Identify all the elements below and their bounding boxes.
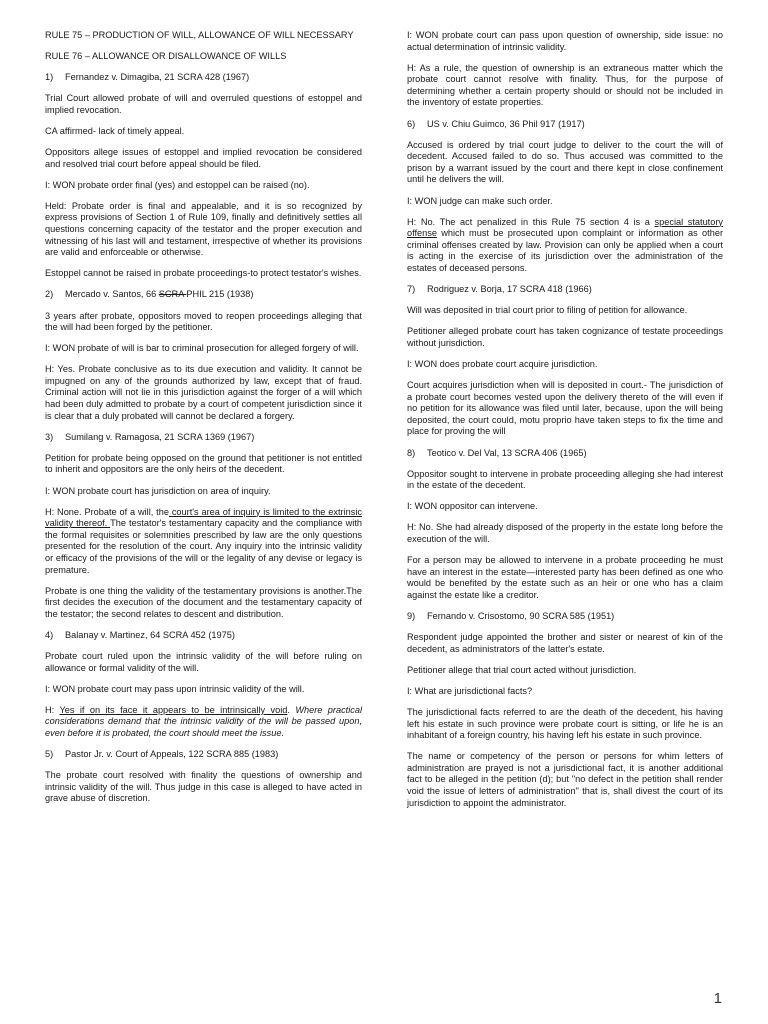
- case-title: Fernandez v. Dimagiba, 21 SCRA 428 (1967): [65, 72, 250, 83]
- case-9-issue: I: What are jurisdictional facts?: [407, 685, 533, 696]
- case-title-part: PHIL 215 (1938): [186, 289, 254, 300]
- case-2-held: H: Yes. Probate conclusive as to its due execution and validity. It cannot be impugned on any of the grounds authorized by law, except that of fraud. Criminal action will not lie in this jurisdiction against the forger of a will which had been duly admitted to probate by a court of competent jurisdiction since it is clear that a duly probated will cannot be declared a forgery.: [45, 364, 362, 421]
- case-4-issue: I: WON probate court may pass upon intrinsic validity of the will.: [45, 683, 305, 694]
- case-title: Balanay v. Martinez, 64 SCRA 452 (1975): [65, 629, 235, 640]
- case-number: 2): [45, 289, 54, 300]
- held-text: .: [287, 704, 296, 715]
- case-5-issue: I: WON probate court can pass upon question of ownership, side issue: no actual determination of intrinsic validity.: [407, 30, 723, 52]
- rule-76-heading: RULE 76 – ALLOWANCE OR DISALLOWANCE OF WILLS: [45, 51, 287, 62]
- case-8-held: H: No. She had already disposed of the property in the estate long before the execution of the will.: [407, 522, 723, 544]
- right-column: [407, 30, 723, 819]
- held-text: which must be prosecuted upon complaint or information as other criminal offenses created by law. Provision can only be applied when a court is acting in the exercise of its jurisdiction over the administration of the estates of deceased persons.: [407, 228, 723, 273]
- held-text: H: None. Probate of a will, the: [45, 506, 169, 517]
- case-3-note: Probate is one thing the validity of the testamentary provisions is another.The first decides the execution of the document and the testamentary capacity of the testator; the second relates to descent and distribution.: [45, 585, 362, 619]
- case-5-facts: The probate court resolved with finality the questions of ownership and intrinsic validity of the will. Thus judge in this case is alleged to have acted in grave abuse of discretion.: [45, 770, 362, 804]
- case-6-issue: I: WON judge can make such order.: [407, 195, 553, 206]
- case-1-held: Held: Probate order is final and appealable, and it is so recognized by express provisions of Section 1 of Rule 109, finally and definitively settles all questions concerning capacity of the testator and the proper execution and witnessing of his last will and testament, irrespective of whether its provisions are valid and enforceable or otherwise.: [45, 200, 362, 258]
- case-2-heading: [45, 289, 362, 301]
- case-9-held: The jurisdictional facts referred to are the death of the decedent, his having left his estate in such province were probate court is sitting, or life he is an inhabitant of a foreign country, his having left his estate in such province.: [407, 706, 723, 741]
- case-6-held: [407, 217, 723, 275]
- case-9-petitioner: Petitioner allege that trial court acted without jurisdiction.: [407, 664, 637, 675]
- case-2-issue: I: WON probate of will is bar to criminal prosecution for alleged forgery of will.: [45, 343, 359, 354]
- held-text: The testator's testamentary capacity and the compliance with the formal requisites or solemnities prescribed by law are the only questions presented for the resolution of the court. Any inquiry into the intrinsic validity or efficacy of the provisions of the will or the legality of any devise or legacy is premature.: [45, 518, 362, 575]
- case-1-oppositors: Oppositors allege issues of estoppel and implied revocation be considered and resolved trial court before appeal should be filed.: [45, 147, 362, 169]
- case-8-facts: Oppositor sought to intervene in probate proceeding alleging she had interest in the estate of the decedent.: [407, 468, 723, 491]
- case-number: 8): [407, 447, 416, 458]
- case-1-estoppel: Estoppel cannot be raised in probate proceedings-to protect testator's wishes.: [45, 268, 362, 279]
- case-2-facts: 3 years after probate, oppositors moved to reopen proceedings alleging that the will had been forged by the petitioner.: [45, 310, 362, 333]
- case-number: 6): [407, 118, 416, 129]
- case-number: 7): [407, 284, 416, 295]
- case-7-heading: [407, 284, 723, 296]
- left-column: [45, 30, 362, 815]
- italic-text: Where practical considerations demand that the intrinsic validity of the will be passed upon, even before it is probated, the court should meet the issue.: [45, 704, 363, 739]
- case-7-issue: I: WON does probate court acquire jurisdiction.: [407, 358, 598, 369]
- underlined-text: court's area of inquiry is limited to the extrinsic validity thereof.: [45, 506, 362, 529]
- case-number: 1): [45, 72, 54, 83]
- held-text: H: No. The act penalized in this Rule 75 section 4 is a: [407, 216, 655, 227]
- case-4-held: [45, 705, 362, 740]
- case-7-facts: Will was deposited in trial court prior to filing of petition for allowance.: [407, 305, 688, 316]
- underlined-text: special statutory offense: [407, 216, 723, 239]
- case-8-note: For a person may be allowed to intervene in a probate proceeding he must have an interest in the estate—interested party has been defined as one who would be benefited by the estate such as an heir or one who has a claim against the estate like a creditor.: [407, 555, 723, 600]
- case-7-held: Court acquires jurisdiction when will is deposited in court.- The jurisdiction of a probate court becomes vested upon the delivery thereto of the will even if no petition for its allowance was filed until later, because, upon the will being deposited, the court could, motu proprio have taken steps to fix the time and place for proving the will: [407, 380, 723, 437]
- case-8-heading: [407, 448, 723, 460]
- underlined-text: Yes if on its face it appears to be intrinsically void: [59, 704, 288, 715]
- case-8-issue: I: WON oppositor can intervene.: [407, 501, 538, 512]
- case-number: 4): [45, 629, 54, 640]
- rule-75-heading: RULE 75 – PRODUCTION OF WILL, ALLOWANCE OF WILL NECESSARY: [45, 30, 354, 40]
- case-number: 9): [407, 610, 416, 621]
- case-1-ca-note: CA affirmed- lack of timely appeal.: [45, 125, 185, 136]
- case-1-facts: Trial Court allowed probate of will and overruled questions of estoppel and implied revocation.: [45, 93, 362, 115]
- case-6-facts: Accused is ordered by trial court judge to deliver to the court the will of decedent. Accused failed to do so. Thus accused was committed to the prison by a warrant issued by the court and there kept in close confinement until he delivers the will.: [407, 139, 723, 185]
- case-number: 3): [45, 431, 54, 442]
- case-3-held: [45, 507, 362, 577]
- case-9-note: The name or competency of the person or persons for whim letters of administration are prayed is not a jurisdictional fact, it is another additional fact to be alleged in the petition (d); but "no defect in the petition shall render void the issue of letters of administration" that is, shall divest the court of its jurisdiction to appoint the administrator.: [407, 751, 723, 808]
- case-title-part: Mercado v. Santos, 66: [65, 289, 159, 300]
- case-1-issue: I: WON probate order final (yes) and estoppel can be raised (no).: [45, 179, 310, 190]
- case-6-heading: [407, 119, 723, 131]
- case-3-facts: Petition for probate being opposed on the ground that petitioner is not entitled to inherit and oppositors are the only heirs of the decedent.: [45, 452, 362, 475]
- case-number: 5): [45, 749, 54, 760]
- case-title: Pastor Jr. v. Court of Appeals, 122 SCRA 885 (1983): [65, 749, 279, 760]
- held-text: H:: [45, 704, 60, 715]
- case-5-held: H: As a rule, the question of ownership is an extraneous matter which the probate court cannot resolve with finality. Thus, for the purpose of determining whether a certain property should or should not be included in the inventory of estate properties.: [407, 62, 723, 108]
- case-title: Fernando v. Crisostomo, 90 SCRA 585 (1951): [427, 610, 615, 621]
- case-5-heading: [45, 749, 362, 761]
- case-title: Sumilang v. Ramagosa, 21 SCRA 1369 (1967): [65, 431, 255, 442]
- case-7-petitioner: Petitioner alleged probate court has taken cognizance of testate proceedings without jurisdiction.: [407, 326, 723, 348]
- page-number: 1: [713, 990, 722, 1007]
- case-title: US v. Chiu Guimco, 36 Phil 917 (1917): [427, 118, 585, 129]
- case-title: Rodriguez v. Borja, 17 SCRA 418 (1966): [427, 284, 592, 295]
- struck-text: SCRA: [158, 289, 187, 300]
- case-1-heading: [45, 72, 362, 84]
- case-title: Teotico v. Del Val, 13 SCRA 406 (1965): [427, 447, 587, 458]
- case-3-heading: [45, 432, 362, 444]
- case-3-issue: I: WON probate court has jurisdiction on area of inquiry.: [45, 485, 271, 496]
- case-4-heading: [45, 630, 362, 642]
- case-9-heading: [407, 611, 723, 623]
- case-9-facts: Respondent judge appointed the brother and sister or nearest of kin of the decedent, as administrators of the latter's estate.: [407, 632, 723, 654]
- case-4-facts: Probate court ruled upon the intrinsic validity of the will before ruling on allowance or formal validity of the will.: [45, 651, 362, 673]
